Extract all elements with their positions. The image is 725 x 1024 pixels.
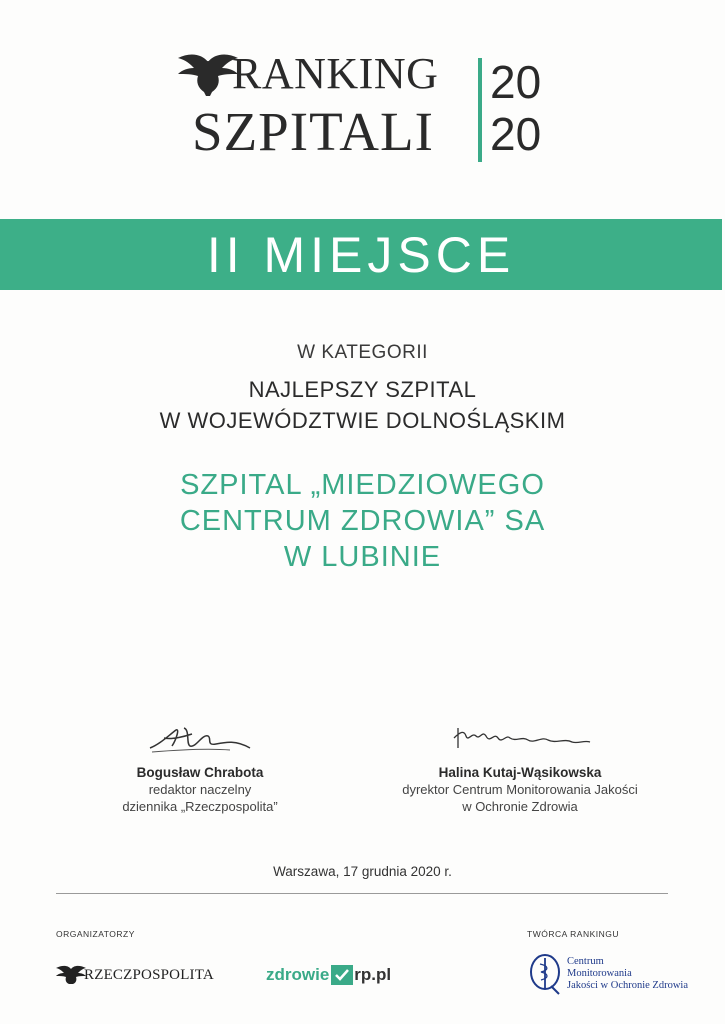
category-line-2: W WOJEWÓDZTWIE DOLNOŚLĄSKIM [159, 408, 566, 433]
footer-divider [56, 893, 668, 894]
zdrowie-logo-text: zdrowie [266, 965, 330, 984]
signatory-title: redaktor naczelny [148, 782, 252, 797]
signatory-left [100, 764, 300, 815]
rzeczpospolita-logo-text: RZECZPOSPOLITA [84, 966, 214, 983]
signatory-title: dyrektor Centrum Monitorowania Jakości [402, 782, 638, 797]
signatory-title: dziennika „Rzeczpospolita” [122, 799, 278, 814]
cmjoz-logo-text [567, 956, 688, 992]
hospital-name-line-2: CENTRUM ZDROWIA” SA [179, 505, 546, 537]
zdrowie-rp-logo [266, 963, 391, 987]
cmjoz-logo-line: Monitorowania [567, 968, 632, 979]
logo-year-bottom: 20 [490, 108, 542, 160]
signature-right-icon [452, 722, 592, 754]
rzeczpospolita-eagle-icon [56, 965, 86, 985]
cmjoz-logo-line: Centrum [567, 956, 604, 967]
place-and-date: Warszawa, 17 grudnia 2020 r. [273, 864, 452, 879]
rp-logo-text: rp.pl [354, 965, 392, 984]
hospital-name-line-1: SZPITAL „MIEDZIOWEGO [180, 469, 545, 501]
organizers-label: ORGANIZATORZY [56, 929, 135, 939]
place-banner-text: II MIEJSCE [206, 226, 516, 283]
signatory-name: Halina Kutaj-Wąsikowska [438, 765, 602, 780]
place-banner [0, 219, 722, 290]
caduceus-q-icon [527, 950, 563, 996]
category-line-1: NAJLEPSZY SZPITAL [248, 377, 477, 402]
hospital-name-line-3: W LUBINIE [283, 541, 442, 573]
logo-szpitali-text: SZPITALI [192, 101, 434, 162]
signatory-title: w Ochronie Zdrowia [462, 799, 578, 814]
logo-year-top: 20 [490, 56, 542, 108]
eagle-emblem-icon [176, 52, 240, 98]
signatory-name: Bogusław Chrabota [136, 765, 264, 780]
cmjoz-logo [527, 950, 688, 996]
logo-divider [478, 58, 482, 162]
logo-ranking-text: RANKING [232, 49, 439, 98]
signature-left-icon [146, 718, 258, 760]
checkmark-icon [331, 965, 353, 985]
category-intro: W KATEGORII [297, 342, 428, 363]
signatory-right [375, 764, 665, 815]
creator-label: TWÓRCA RANKINGU [527, 929, 620, 939]
cmjoz-logo-line: Jakości w Ochronie Zdrowia [567, 980, 689, 991]
rzeczpospolita-logo [56, 965, 216, 985]
